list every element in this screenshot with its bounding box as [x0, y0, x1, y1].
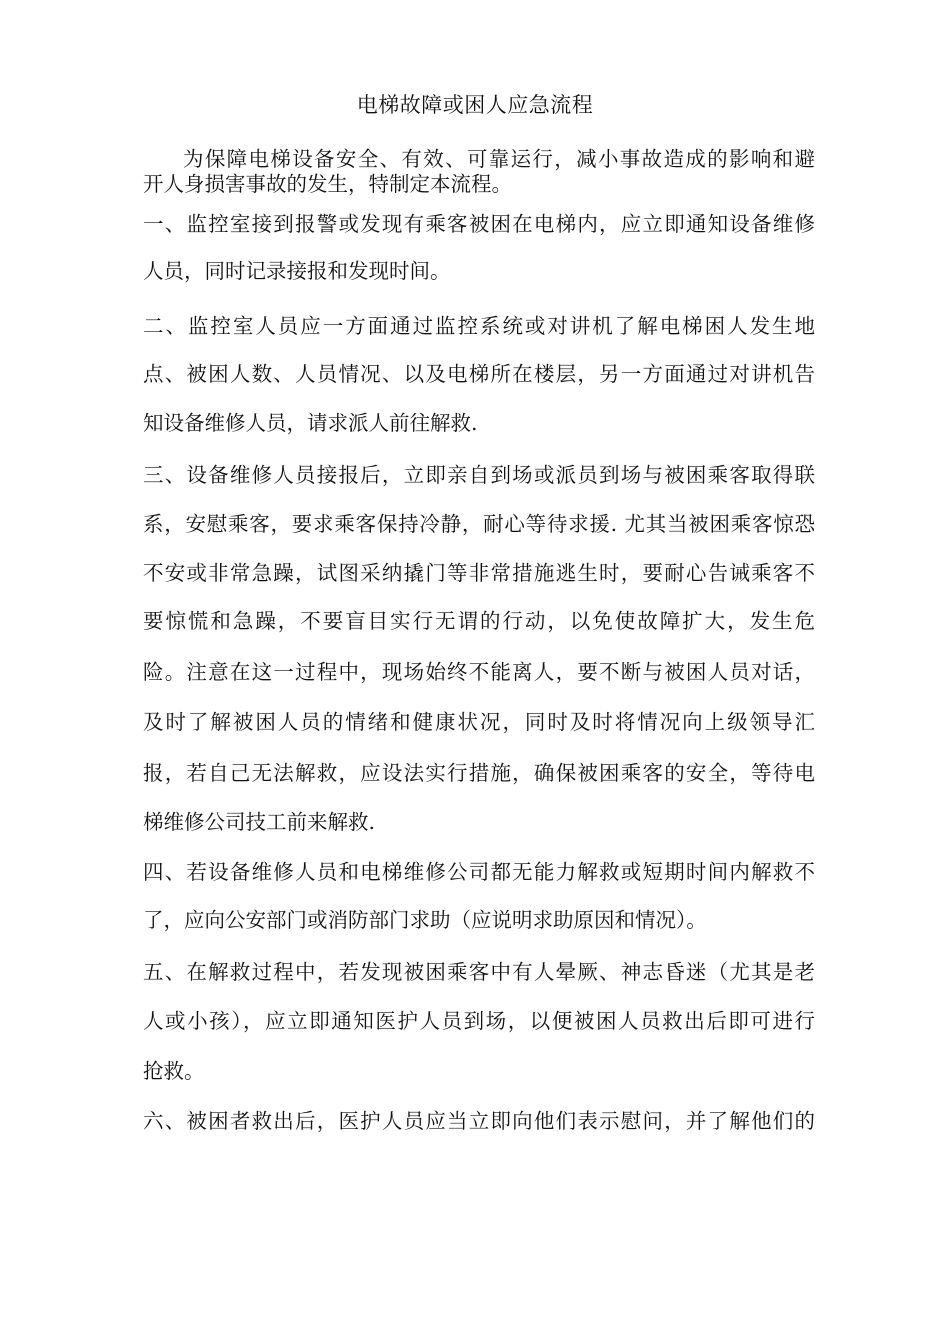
- text-line: 人或小孩），应立即通知医护人员到场，以便被困人员救出后即可进行: [143, 1009, 815, 1033]
- text-line: 开人身损害事故的发生，特制定本流程。: [143, 172, 512, 196]
- text-line: 了，应向公安部门或消防部门求助（应说明求助原因和情况）。: [143, 908, 707, 932]
- text-line: 人员，同时记录接报和发现时间。: [143, 259, 451, 283]
- text-line: 及时了解被困人员的情绪和健康状况，同时及时将情况向上级领导汇: [143, 710, 815, 734]
- text-line: 四、若设备维修人员和电梯维修公司都无能力解救或短期时间内解救不: [143, 860, 815, 884]
- text-line: 系，安慰乘客，要求乘客保持冷静，耐心等待求援. 尤其当被困乘客惊恐: [143, 512, 815, 536]
- text-line: 不安或非常急躁，试图采纳撬门等非常措施逃生时，要耐心告诫乘客不: [143, 561, 815, 585]
- text-line: 三、设备维修人员接报后，立即亲自到场或派员到场与被困乘客取得联: [143, 463, 815, 487]
- text-line: 报，若自己无法解救，应设法实行措施，确保被困乘客的安全，等待电: [143, 761, 815, 785]
- document-title: 电梯故障或困人应急流程: [356, 93, 594, 117]
- text-line: 一、监控室接到报警或发现有乘客被困在电梯内，应立即通知设备维修: [143, 212, 815, 236]
- text-line: 抢救。: [143, 1059, 205, 1083]
- text-line: 知设备维修人员，请求派人前往解救.: [143, 411, 478, 435]
- text-line: 二、监控室人员应一方面通过监控系统或对讲机了解电梯困人发生地: [143, 314, 815, 338]
- text-line: 五、在解救过程中，若发现被困乘客中有人晕厥、神志昏迷（尤其是老: [143, 960, 815, 984]
- text-line: 要惊慌和急躁，不要盲目实行无谓的行动，以免使故障扩大，发生危: [143, 609, 815, 633]
- text-line: 梯维修公司技工前来解救.: [143, 810, 376, 834]
- text-line: 点、被困人数、人员情况、以及电梯所在楼层，另一方面通过对讲机告: [143, 362, 815, 386]
- text-line: 为保障电梯设备安全、有效、可靠运行，减小事故造成的影响和避: [183, 147, 815, 171]
- text-line: 六、被困者救出后，医护人员应当立即向他们表示慰问，并了解他们的: [143, 1109, 815, 1133]
- text-line: 险。注意在这一过程中，现场始终不能离人，要不断与被困人员对话，: [143, 660, 815, 684]
